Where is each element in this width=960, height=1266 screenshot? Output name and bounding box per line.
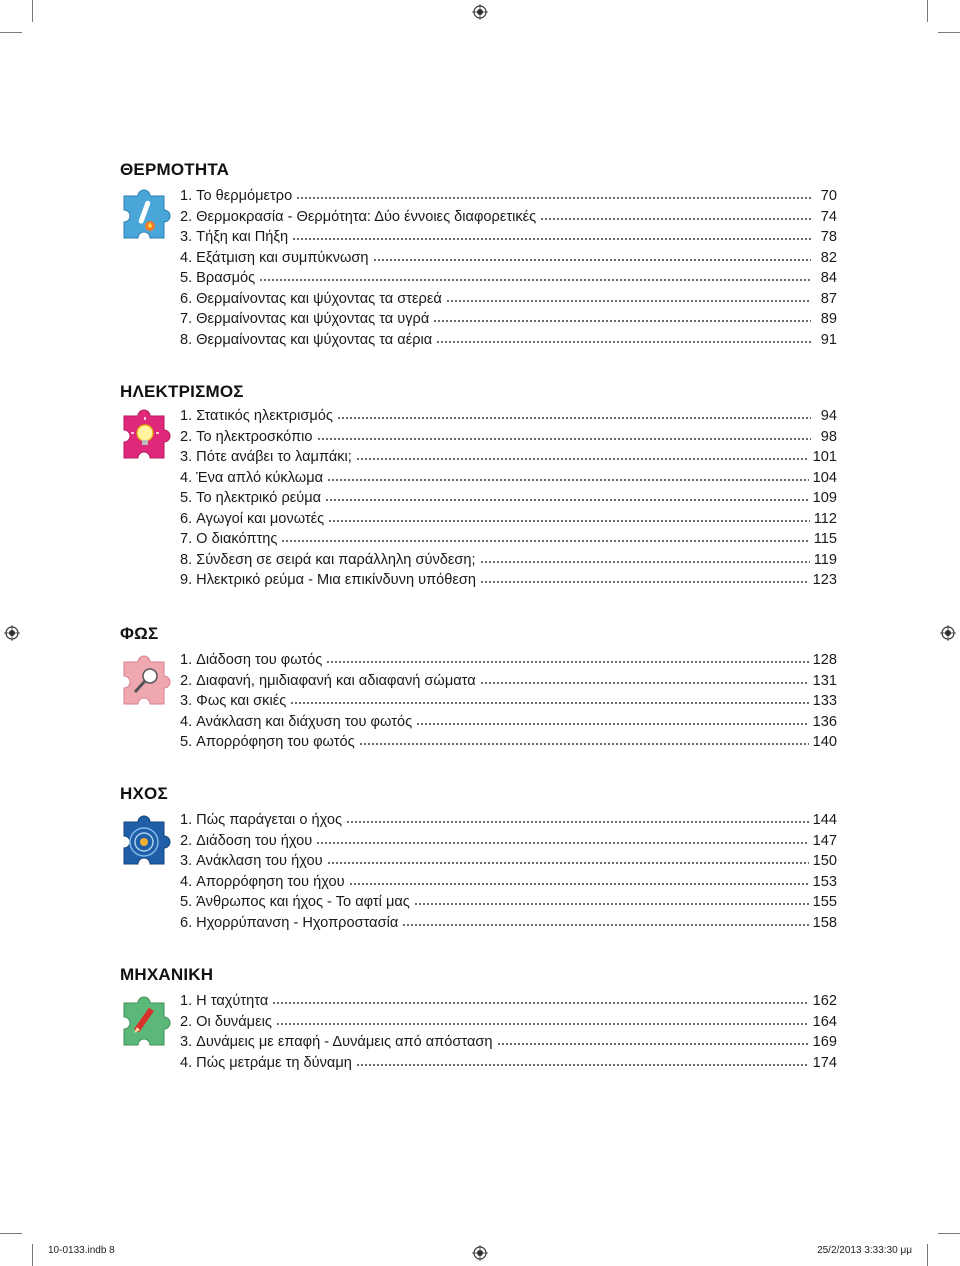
entry-page: 119 (813, 551, 837, 568)
dot-leader (416, 722, 809, 726)
dot-leader (540, 217, 811, 221)
entry-title: Θερμαίνοντας και ψύχοντας τα υγρά (196, 311, 430, 327)
crop-mark (0, 32, 22, 33)
entry-title: Πώς παράγεται ο ήχος (196, 812, 343, 828)
dot-leader (327, 478, 809, 482)
entry-page: 169 (812, 1034, 837, 1050)
entry-page: 74 (820, 208, 837, 225)
entry-list (180, 991, 837, 1073)
section-title: ΗΛΕΚΤΡΙΣΜΟΣ (120, 382, 244, 401)
dot-leader (259, 278, 811, 282)
entry-title: Ηχορρύπανση - Ηχοπροστασία (196, 914, 399, 931)
toc-entry[interactable] (180, 447, 837, 468)
pencil-puzzle-icon (118, 993, 178, 1053)
entry-number: 8. (180, 551, 193, 568)
dot-leader (296, 196, 811, 200)
entry-page: 162 (812, 993, 837, 1009)
registration-mark-icon (4, 625, 20, 641)
entry-page: 150 (812, 853, 837, 869)
entry-number: 5. (180, 734, 193, 750)
entry-page: 112 (813, 510, 837, 527)
section-title: ΘΕΡΜΟΤΗΤΑ (120, 160, 230, 179)
entry-list (180, 810, 837, 933)
entry-title: Στατικός ηλεκτρισμός (196, 408, 333, 424)
entry-title: Οι δυνάμεις (196, 1013, 272, 1030)
entry-page: 89 (820, 311, 837, 327)
entry-number: 1. (180, 188, 193, 204)
entry-list (180, 650, 837, 753)
registration-mark-icon (940, 625, 956, 641)
dot-leader (290, 701, 808, 705)
entry-number: 4. (180, 713, 193, 730)
toc-entry[interactable] (180, 1053, 837, 1074)
entry-page: 109 (812, 490, 837, 506)
magnifier-puzzle-icon (118, 652, 178, 712)
entry-number: 9. (180, 572, 193, 588)
entry-title: Διαφανή, ημιδιαφανή και αδιαφανή σώματα (196, 672, 476, 689)
entry-page: 84 (820, 270, 837, 286)
toc-entry[interactable] (180, 309, 837, 330)
toc-entry[interactable] (180, 1032, 837, 1053)
entry-number: 5. (180, 490, 193, 506)
toc-entry[interactable] (180, 1012, 837, 1033)
entry-number: 6. (180, 914, 193, 931)
toc-entry[interactable] (180, 570, 837, 591)
entry-title: Ανάκλαση και διάχυση του φωτός (196, 713, 413, 730)
entry-page: 133 (812, 693, 837, 709)
entry-title: Θερμαίνοντας και ψύχοντας τα στερεά (196, 290, 442, 307)
entry-title: Ένα απλό κύκλωμα (196, 469, 324, 486)
registration-mark-icon (472, 4, 488, 20)
toc-entry[interactable] (180, 650, 837, 671)
entry-page: 94 (820, 408, 837, 424)
entry-page: 78 (820, 229, 837, 245)
toc-entry[interactable] (180, 488, 837, 509)
crop-mark (32, 1244, 33, 1266)
entry-page: 82 (820, 249, 837, 266)
entry-number: 2. (180, 208, 193, 225)
entry-number: 3. (180, 449, 193, 465)
toc-entry[interactable] (180, 248, 837, 269)
entry-title: Σύνδεση σε σειρά και παράλληλη σύνδεση; (196, 551, 476, 568)
entry-title: Το ηλεκτροσκόπιο (196, 428, 313, 445)
entry-number: 8. (180, 331, 193, 348)
dot-leader (480, 580, 809, 584)
dot-leader (436, 340, 811, 344)
entry-title: Άνθρωπος και ήχος - Το αφτί μας (196, 894, 410, 910)
entry-page: 70 (820, 188, 837, 204)
entry-number: 3. (180, 1034, 193, 1050)
entry-number: 3. (180, 853, 193, 869)
entry-page: 104 (812, 469, 837, 486)
dot-leader (414, 902, 809, 906)
entry-number: 4. (180, 249, 193, 266)
entry-page: 91 (820, 331, 837, 348)
section-title: ΗΧΟΣ (120, 784, 168, 803)
dot-leader (276, 1022, 809, 1026)
entry-number: 1. (180, 812, 193, 828)
section-title: ΦΩΣ (120, 624, 159, 643)
toc-entry[interactable] (180, 913, 837, 934)
toc-entry[interactable] (180, 671, 837, 692)
entry-number: 2. (180, 428, 193, 445)
crop-mark (938, 32, 960, 33)
entry-title: Θερμαίνοντας και ψύχοντας τα αέρια (196, 331, 433, 348)
entry-title: Απορρόφηση του φωτός (196, 734, 355, 750)
toc-entry[interactable] (180, 406, 837, 427)
entry-number: 4. (180, 873, 193, 890)
entry-page: 144 (812, 812, 837, 828)
dot-leader (325, 498, 809, 502)
dot-leader (480, 560, 810, 564)
dot-leader (326, 660, 808, 664)
entry-page: 153 (812, 873, 837, 890)
entry-page: 101 (812, 449, 837, 465)
dot-leader (346, 820, 809, 824)
entry-title: Διάδοση του ήχου (196, 832, 313, 849)
crop-mark (927, 0, 928, 22)
toc-entry[interactable] (180, 831, 837, 852)
dot-leader (327, 861, 809, 865)
entry-page: 136 (812, 713, 837, 730)
entry-title: Το ηλεκτρικό ρεύμα (196, 490, 322, 506)
entry-title: Βρασμός (196, 270, 256, 286)
entry-title: Δυνάμεις με επαφή - Δυνάμεις από απόσταση (196, 1034, 493, 1050)
entry-title: Η ταχύτητα (196, 993, 269, 1009)
entry-page: 158 (812, 914, 837, 931)
entry-title: Ο διακόπτης (196, 531, 278, 547)
toc-entry[interactable] (180, 892, 837, 913)
entry-number: 4. (180, 469, 193, 486)
dot-leader (328, 519, 810, 523)
dot-leader (349, 882, 809, 886)
dot-leader (292, 237, 811, 241)
dot-leader (337, 416, 811, 420)
entry-title: Ανάκλαση του ήχου (196, 853, 323, 869)
toc-entry[interactable] (180, 529, 837, 550)
footer-file-label: 10-0133.indb 8 (48, 1245, 115, 1256)
toc-entry[interactable] (180, 991, 837, 1012)
entry-title: Αγωγοί και μονωτές (196, 510, 325, 527)
registration-mark-icon (472, 1245, 488, 1261)
entry-number: 5. (180, 270, 193, 286)
dot-leader (497, 1042, 809, 1046)
toc-entry[interactable] (180, 268, 837, 289)
entry-number: 1. (180, 993, 193, 1009)
entry-page: 98 (820, 428, 837, 445)
toc-entry[interactable] (180, 509, 837, 530)
crop-mark (0, 1233, 22, 1234)
entry-title: Πότε ανάβει το λαμπάκι; (196, 449, 352, 465)
toc-entry[interactable] (180, 227, 837, 248)
crop-mark (927, 1244, 928, 1266)
dot-leader (402, 923, 808, 927)
entry-page: 147 (812, 832, 837, 849)
sound-puzzle-icon (118, 812, 178, 872)
entry-number: 1. (180, 408, 193, 424)
entry-title: Πώς μετράμε τη δύναμη (196, 1054, 352, 1071)
entry-title: Απορρόφηση του ήχου (196, 873, 345, 890)
thermometer-puzzle-icon (118, 186, 178, 246)
entry-list (180, 406, 837, 591)
entry-number: 3. (180, 693, 193, 709)
dot-leader (446, 299, 811, 303)
entry-title: Τήξη και Πήξη (196, 229, 289, 245)
toc-entry[interactable] (180, 289, 837, 310)
lightbulb-puzzle-icon (118, 406, 178, 466)
toc-entry[interactable] (180, 810, 837, 831)
entry-page: 115 (813, 531, 837, 547)
entry-page: 128 (812, 652, 837, 668)
dot-leader (356, 1063, 809, 1067)
dot-leader (480, 681, 809, 685)
dot-leader (317, 437, 811, 441)
entry-page: 131 (812, 672, 837, 689)
entry-number: 2. (180, 672, 193, 689)
entry-number: 1. (180, 652, 193, 668)
toc-entry[interactable] (180, 207, 837, 228)
dot-leader (433, 319, 811, 323)
toc-entry[interactable] (180, 550, 837, 571)
entry-page: 123 (812, 572, 837, 588)
entry-list (180, 186, 837, 350)
entry-title: Θερμοκρασία - Θερμότητα: Δύο έννοιες διαφορετικές (196, 208, 537, 225)
entry-number: 7. (180, 311, 193, 327)
entry-number: 2. (180, 1013, 193, 1030)
entry-title: Εξάτμιση και συμπύκνωση (196, 249, 369, 266)
footer-timestamp: 25/2/2013 3:33:30 μμ (817, 1245, 912, 1256)
toc-entry[interactable] (180, 691, 837, 712)
dot-leader (359, 742, 809, 746)
entry-number: 4. (180, 1054, 193, 1071)
entry-number: 6. (180, 510, 193, 527)
dot-leader (316, 841, 808, 845)
entry-title: Φως και σκιές (196, 693, 287, 709)
entry-number: 7. (180, 531, 193, 547)
entry-title: Το θερμόμετρο (196, 188, 293, 204)
dot-leader (281, 539, 809, 543)
entry-page: 164 (812, 1013, 837, 1030)
dot-leader (373, 258, 812, 262)
entry-page: 174 (812, 1054, 837, 1071)
entry-page: 155 (812, 894, 837, 910)
entry-page: 87 (820, 290, 837, 307)
toc-entry[interactable] (180, 186, 837, 207)
toc-entry[interactable] (180, 872, 837, 893)
section-title: ΜΗΧΑΝΙΚΗ (120, 965, 214, 984)
entry-number: 6. (180, 290, 193, 307)
toc-entry[interactable] (180, 427, 837, 448)
toc-entry[interactable] (180, 732, 837, 753)
entry-number: 2. (180, 832, 193, 849)
entry-number: 3. (180, 229, 193, 245)
entry-title: Διάδοση του φωτός (196, 652, 323, 668)
entry-page: 140 (812, 734, 837, 750)
dot-leader (272, 1001, 808, 1005)
crop-mark (938, 1233, 960, 1234)
toc-entry[interactable] (180, 851, 837, 872)
entry-number: 5. (180, 894, 193, 910)
toc-entry[interactable] (180, 468, 837, 489)
dot-leader (356, 457, 809, 461)
crop-mark (32, 0, 33, 22)
toc-entry[interactable] (180, 330, 837, 351)
entry-title: Ηλεκτρικό ρεύμα - Μια επικίνδυνη υπόθεση (196, 572, 477, 588)
toc-entry[interactable] (180, 712, 837, 733)
